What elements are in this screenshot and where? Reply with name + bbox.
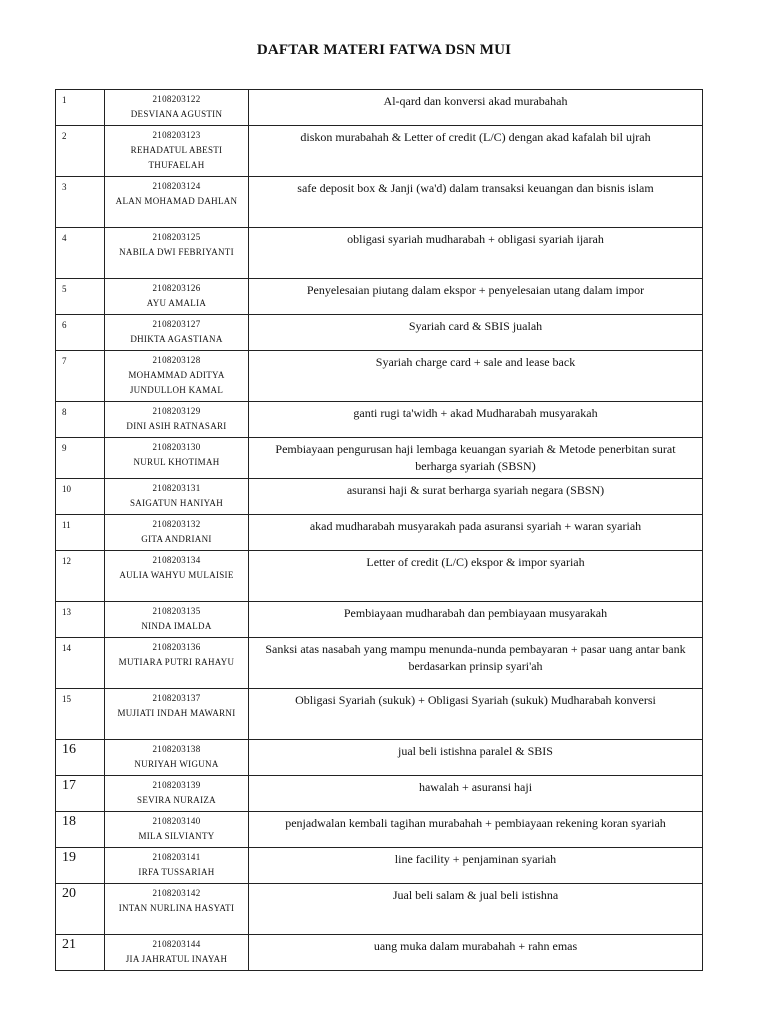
- student-name: DESVIANA AGUSTIN: [130, 109, 223, 119]
- student-cell: [105, 351, 249, 402]
- table-row: [56, 935, 703, 971]
- table-row: [56, 740, 703, 776]
- row-number: 16: [56, 740, 105, 776]
- student-cell: [105, 848, 249, 884]
- student-nim: 2108203144: [152, 939, 201, 949]
- student-cell: [105, 177, 249, 228]
- student-cell: [105, 438, 249, 479]
- student-name: MOHAMMAD ADITYA JUNDULLOH KAMAL: [128, 370, 225, 395]
- table-row: [56, 689, 703, 740]
- fatwa-topic: Sanksi atas nasabah yang mampu menunda-nunda pembayaran + pasar uang antar bank berdasarkan prinsip syari'ah: [249, 638, 703, 689]
- student-cell: [105, 228, 249, 279]
- student-nim: 2108203127: [152, 319, 201, 329]
- student-name: ALAN MOHAMAD DAHLAN: [115, 196, 238, 206]
- row-number: 1: [56, 90, 105, 126]
- student-nim: 2108203142: [152, 888, 201, 898]
- fatwa-topic: akad mudharabah musyarakah pada asuransi syariah + waran syariah: [249, 515, 703, 551]
- student-nim: 2108203136: [152, 642, 201, 652]
- student-name: NINDA IMALDA: [141, 621, 212, 631]
- fatwa-topic: Letter of credit (L/C) ekspor & impor syariah: [249, 551, 703, 602]
- fatwa-topic: safe deposit box & Janji (wa'd) dalam transaksi keuangan dan bisnis islam: [249, 177, 703, 228]
- fatwa-topic: Al-qard dan konversi akad murabahah: [249, 90, 703, 126]
- fatwa-topic: penjadwalan kembali tagihan murabahah + pembiayaan rekening koran syariah: [249, 812, 703, 848]
- student-nim: 2108203141: [152, 852, 201, 862]
- student-cell: [105, 812, 249, 848]
- table-row: [56, 776, 703, 812]
- fatwa-topic: ganti rugi ta'widh + akad Mudharabah musyarakah: [249, 402, 703, 438]
- row-number: 14: [56, 638, 105, 689]
- row-number: 12: [56, 551, 105, 602]
- table-row: [56, 515, 703, 551]
- student-name: DHIKTA AGASTIANA: [130, 334, 223, 344]
- table-row: [56, 479, 703, 515]
- student-nim: 2108203124: [152, 181, 201, 191]
- table-row: [56, 279, 703, 315]
- table-row: [56, 90, 703, 126]
- student-cell: [105, 515, 249, 551]
- student-cell: [105, 884, 249, 935]
- row-number: 17: [56, 776, 105, 812]
- student-nim: 2108203135: [152, 606, 201, 616]
- student-nim: 2108203132: [152, 519, 201, 529]
- student-name: AULIA WAHYU MULAISIE: [119, 570, 234, 580]
- student-name: MUJIATI INDAH MAWARNI: [117, 708, 236, 718]
- student-cell: [105, 279, 249, 315]
- fatwa-topic: hawalah + asuransi haji: [249, 776, 703, 812]
- student-cell: [105, 551, 249, 602]
- row-number: 20: [56, 884, 105, 935]
- row-number: 18: [56, 812, 105, 848]
- student-name: REHADATUL ABESTI THUFAELAH: [130, 145, 223, 170]
- student-nim: 2108203138: [152, 744, 201, 754]
- table-row: [56, 848, 703, 884]
- student-cell: [105, 90, 249, 126]
- student-cell: [105, 776, 249, 812]
- fatwa-topic: jual beli istishna paralel & SBIS: [249, 740, 703, 776]
- student-cell: [105, 638, 249, 689]
- student-nim: 2108203128: [152, 355, 201, 365]
- student-nim: 2108203134: [152, 555, 201, 565]
- fatwa-topic: Pembiayaan pengurusan haji lembaga keuangan syariah & Metode penerbitan surat berharga syariah (SBSN): [249, 438, 703, 479]
- table-row: [56, 551, 703, 602]
- table-row: [56, 812, 703, 848]
- student-name: MUTIARA PUTRI RAHAYU: [118, 657, 235, 667]
- row-number: 3: [56, 177, 105, 228]
- row-number: 5: [56, 279, 105, 315]
- student-cell: [105, 602, 249, 638]
- student-nim: 2108203139: [152, 780, 201, 790]
- row-number: 21: [56, 935, 105, 971]
- row-number: 2: [56, 126, 105, 177]
- fatwa-topic: Pembiayaan mudharabah dan pembiayaan musyarakah: [249, 602, 703, 638]
- student-name: DINI ASIH RATNASARI: [126, 421, 227, 431]
- student-cell: [105, 402, 249, 438]
- student-cell: [105, 740, 249, 776]
- student-nim: 2108203131: [152, 483, 201, 493]
- student-name: SEVIRA NURAIZA: [137, 795, 216, 805]
- table-row: [56, 315, 703, 351]
- fatwa-topic: asuransi haji & surat berharga syariah negara (SBSN): [249, 479, 703, 515]
- table-row: [56, 602, 703, 638]
- row-number: 9: [56, 438, 105, 479]
- row-number: 6: [56, 315, 105, 351]
- table-row: [56, 228, 703, 279]
- fatwa-topic: diskon murabahah & Letter of credit (L/C) dengan akad kafalah bil ujrah: [249, 126, 703, 177]
- table-row: [56, 126, 703, 177]
- student-nim: 2108203126: [152, 283, 201, 293]
- fatwa-topic: obligasi syariah mudharabah + obligasi syariah ijarah: [249, 228, 703, 279]
- student-nim: 2108203130: [152, 442, 201, 452]
- fatwa-topic: Syariah card & SBIS jualah: [249, 315, 703, 351]
- student-nim: 2108203122: [152, 94, 201, 104]
- fatwa-topic: Syariah charge card + sale and lease back: [249, 351, 703, 402]
- student-name: NURIYAH WIGUNA: [134, 759, 219, 769]
- student-name: SAIGATUN HANIYAH: [129, 498, 224, 508]
- fatwa-topic: Obligasi Syariah (sukuk) + Obligasi Syariah (sukuk) Mudharabah konversi: [249, 689, 703, 740]
- row-number: 7: [56, 351, 105, 402]
- table-row: [56, 351, 703, 402]
- table-row: [56, 438, 703, 479]
- student-nim: 2108203137: [152, 693, 201, 703]
- student-nim: 2108203125: [152, 232, 201, 242]
- student-name: NURUL KHOTIMAH: [133, 457, 220, 467]
- student-name: IRFA TUSSARIAH: [138, 867, 215, 877]
- table-row: [56, 884, 703, 935]
- student-cell: [105, 935, 249, 971]
- student-cell: [105, 126, 249, 177]
- student-name: JIA JAHRATUL INAYAH: [125, 954, 228, 964]
- table-row: [56, 638, 703, 689]
- student-name: GITA ANDRIANI: [141, 534, 212, 544]
- student-nim: 2108203140: [152, 816, 201, 826]
- table-row: [56, 177, 703, 228]
- fatwa-topic: Penyelesaian piutang dalam ekspor + penyelesaian utang dalam impor: [249, 279, 703, 315]
- student-cell: [105, 315, 249, 351]
- student-name: INTAN NURLINA HASYATI: [118, 903, 235, 913]
- student-nim: 2108203123: [152, 130, 201, 140]
- student-name: AYU AMALIA: [146, 298, 207, 308]
- materi-table-body: [56, 90, 703, 971]
- student-nim: 2108203129: [152, 406, 201, 416]
- student-name: NABILA DWI FEBRIYANTI: [119, 247, 234, 257]
- materi-table: [55, 89, 703, 971]
- fatwa-topic: uang muka dalam murabahah + rahn emas: [249, 935, 703, 971]
- row-number: 13: [56, 602, 105, 638]
- table-row: [56, 402, 703, 438]
- fatwa-topic: line facility + penjaminan syariah: [249, 848, 703, 884]
- student-cell: [105, 689, 249, 740]
- document-title: DAFTAR MATERI FATWA DSN MUI: [256, 42, 512, 58]
- row-number: 10: [56, 479, 105, 515]
- row-number: 15: [56, 689, 105, 740]
- row-number: 8: [56, 402, 105, 438]
- row-number: 4: [56, 228, 105, 279]
- row-number: 11: [56, 515, 105, 551]
- row-number: 19: [56, 848, 105, 884]
- fatwa-topic: Jual beli salam & jual beli istishna: [249, 884, 703, 935]
- student-name: MILA SILVIANTY: [138, 831, 215, 841]
- student-cell: [105, 479, 249, 515]
